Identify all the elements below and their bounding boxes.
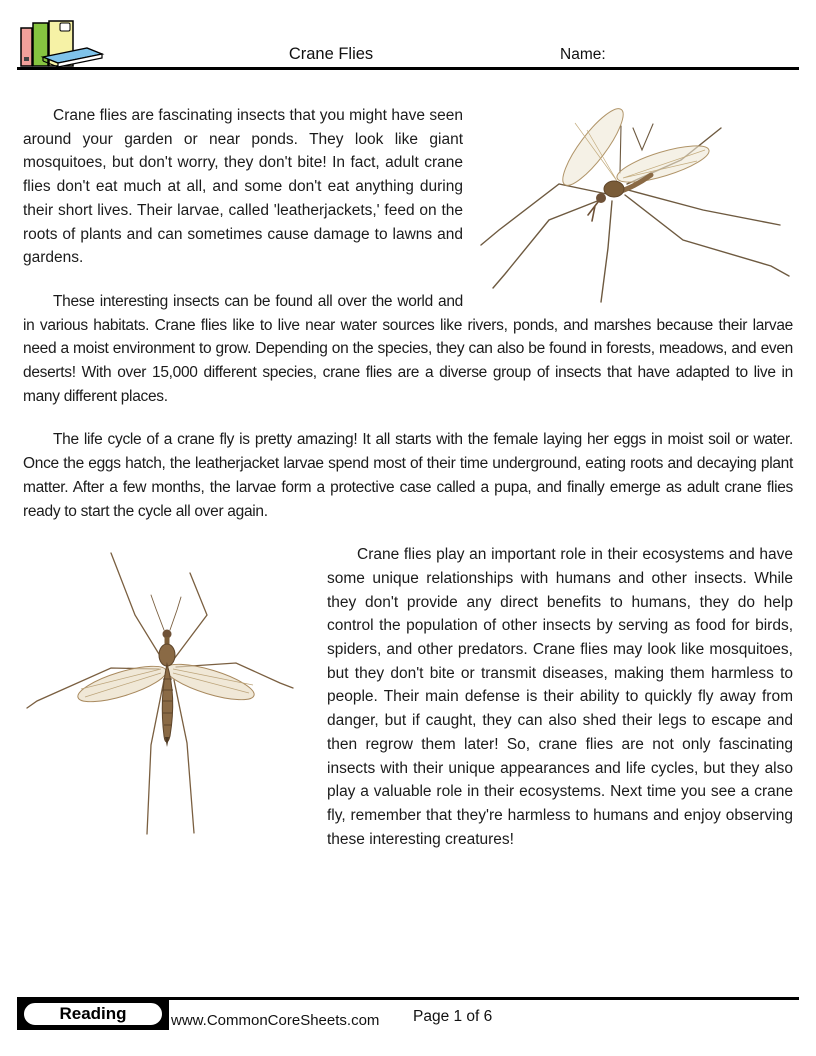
paragraph-4 (23, 543, 793, 851)
article-body (23, 104, 793, 871)
paragraph-1-text: Crane flies are fascinating insects that you might have seen around your garden or near ponds. They look like giant mosquitoes, but don't worry, they don't bite! In fact, adult crane flies don't eat much at all, and some don't eat anything during their short lives. Their larvae, called 'leatherjackets,' feed on the roots of plants and can sometimes cause damage to lawns and gardens. (23, 107, 463, 267)
paragraph-3-text: The life cycle of a crane fly is pretty amazing! It all starts with the female laying her eggs in moist soil or water. Once the eggs hatch, the leatherjacket larvae spend most of their time underground, eating roots and decaying plant matter. After a few months, the larvae form a protective case called a pupa, and finally emerge as adult crane flies ready to start the cycle all over again. (23, 431, 793, 520)
website-label: www.CommonCoreSheets.com (171, 1012, 380, 1029)
crane-fly-top-image (23, 537, 315, 839)
paragraph-2-text: These interesting insects can be found all over the world and in various habitats. Crane flies like to live near water sources like rivers, ponds, and marshes because their larvae need a moist environment to grow. Depending on the species, they can also be found in forests, meadows, and even deserts! With over 15,000 different species, crane flies are a diverse group of insects that have adapted to live in many different places. (23, 292, 793, 405)
paragraph-2 (23, 290, 793, 409)
category-badge (17, 998, 169, 1030)
paragraph-4-text: Crane flies play an important role in their ecosystems and have some unique relationships with humans and other insects. While they don't provide any direct benefits to humans, they do help control the population of other insects by serving as food for birds, spiders, and other predators. Crane flies may look like mosquitoes, but they don't bite or transmit diseases, making them harmless to people. Their main defense is their ability to quickly fly away from danger, but if caught, they can also shed their legs to escape and then regrow them later! So, crane flies are not only fascinating insects with their unique appearances and life cycles, but they also play a valuable role in their ecosystems. Next time you see a crane fly, remember that they're harmless to humans and enjoy observing these interesting creatures! (327, 546, 793, 848)
paragraph-1 (23, 104, 793, 270)
paragraph-3 (23, 428, 793, 523)
header-divider (17, 67, 799, 70)
page-count-label: Page 1 of 6 (413, 1008, 493, 1025)
category-badge-label: Reading (23, 1002, 163, 1026)
books-stack-logo-icon (17, 12, 107, 73)
crane-fly-side-image (475, 100, 793, 306)
page-title: Crane Flies (288, 45, 374, 63)
name-label: Name: (560, 46, 606, 63)
